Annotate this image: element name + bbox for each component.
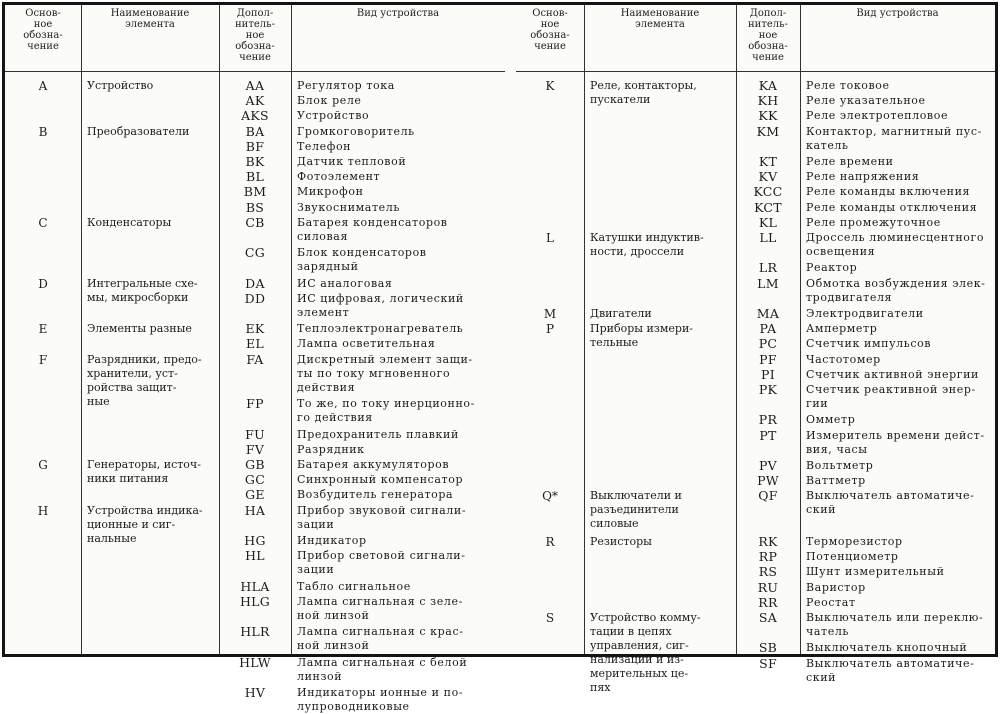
- cell-code: EK: [245, 321, 265, 337]
- cell-code: PT: [759, 427, 777, 443]
- cell-desc: Табло сигнальное: [297, 579, 411, 593]
- column-divider: [81, 5, 82, 654]
- cell-letter: R: [545, 535, 555, 549]
- cell-name: Устройства индика- ционные и сиг- нальные: [87, 503, 203, 545]
- cell-letter: C: [38, 215, 48, 230]
- cell-code: KCT: [754, 199, 782, 215]
- cell-desc: Разрядник: [297, 442, 365, 456]
- cell-code: AKS: [241, 108, 269, 124]
- cell-desc: Микрофон: [297, 185, 364, 199]
- cell-desc: Блок конденсаторов зарядный: [297, 246, 427, 274]
- cell-letter: M: [543, 307, 557, 321]
- header-col4: Вид устройства: [356, 8, 440, 19]
- cell-desc: Дроссель люминесцентного освещения: [806, 231, 985, 258]
- cell-letter: G: [38, 458, 48, 472]
- cell-desc: Предохранитель плавкий: [297, 427, 459, 441]
- cell-name: Генераторы, источ- ники питания: [87, 458, 201, 485]
- cell-code: GE: [245, 487, 265, 503]
- cell-code: LL: [759, 230, 777, 245]
- cell-name: Приборы измери- тельные: [590, 322, 693, 350]
- cell-name: Двигатели: [590, 307, 652, 320]
- cell-desc: ИС цифровая, логический элемент: [297, 291, 464, 319]
- cell-desc: Реактор: [806, 261, 858, 275]
- cell-code: KA: [758, 78, 778, 93]
- cell-code: DA: [245, 275, 265, 291]
- cell-desc: Реле электротепловое: [806, 109, 949, 123]
- cell-code: SF: [759, 655, 777, 671]
- cell-desc: Датчик тепловой: [297, 155, 407, 168]
- cell-desc: Выключатель автоматиче- ский: [806, 489, 975, 517]
- cell-code: MA: [756, 306, 780, 321]
- cell-code: PI: [761, 366, 775, 382]
- cell-code: RP: [758, 549, 778, 565]
- cell-name: Выключатели и разъединители силовые: [590, 489, 682, 531]
- cell-desc: Амперметр: [806, 322, 878, 336]
- cell-code: BA: [245, 123, 265, 139]
- cell-desc: Ваттметр: [806, 474, 866, 488]
- cell-desc: Звукосниматель: [297, 200, 400, 214]
- cell-desc: Теплоэлектронагреватель: [297, 322, 464, 336]
- cell-code: BF: [245, 138, 265, 154]
- cell-letter: P: [545, 322, 555, 337]
- cell-desc: Возбудитель генератора: [297, 488, 454, 502]
- header-col3: Допол- нитель- ное обозна- чение: [748, 8, 788, 63]
- cell-letter: S: [545, 611, 555, 625]
- cell-desc: Варистор: [806, 580, 866, 594]
- cell-code: KT: [758, 154, 778, 169]
- cell-code: HLR: [240, 624, 270, 640]
- cell-code: HA: [244, 502, 266, 518]
- column-gap: [505, 5, 516, 654]
- cell-code: KH: [757, 93, 779, 109]
- header-divider: [5, 71, 505, 72]
- cell-code: AK: [245, 93, 265, 109]
- cell-code: RK: [758, 534, 778, 549]
- cell-desc: Измеритель времени дейст- вия, часы: [806, 428, 985, 456]
- cell-letter: H: [37, 503, 49, 518]
- cell-desc: Блок реле: [297, 94, 362, 108]
- cell-code: FU: [245, 426, 265, 442]
- cell-desc: Контактор, магнитный пус- катель: [806, 124, 982, 152]
- cell-letter: K: [545, 79, 555, 93]
- cell-code: AA: [245, 78, 265, 93]
- cell-desc: Индикатор: [297, 534, 367, 547]
- header-col3: Допол- нитель- ное обозна- чение: [235, 8, 275, 63]
- cell-desc: Телефон: [297, 139, 352, 153]
- cell-code: PR: [758, 412, 778, 428]
- cell-desc: Батарея конденсаторов силовая: [297, 215, 448, 243]
- cell-desc: Электродвигатели: [806, 307, 924, 320]
- cell-desc: Реле указательное: [806, 94, 926, 108]
- header-col2: Наименование элемента: [110, 8, 190, 30]
- cell-desc: Реле токовое: [806, 79, 890, 92]
- cell-code: KCC: [753, 184, 783, 200]
- cell-desc: Индикаторы ионные и по- лупроводниковые: [297, 686, 464, 713]
- cell-desc: Регулятор тока: [297, 79, 395, 92]
- cell-name: Разрядники, предо- хранители, уст- ройства защит- ные: [87, 352, 202, 408]
- cell-code: BK: [245, 154, 265, 169]
- cell-code: HLW: [239, 654, 271, 670]
- cell-letter: B: [38, 124, 48, 139]
- cell-code: BL: [245, 169, 265, 185]
- cell-desc: Выключатель кнопочный: [806, 641, 968, 655]
- header-col4: Вид устройства: [856, 8, 939, 19]
- cell-desc: Прибор световой сигнали- зации: [297, 549, 466, 577]
- cell-desc: Реле команды включения: [806, 185, 971, 199]
- cell-letter: L: [546, 231, 554, 245]
- cell-code: SA: [758, 610, 778, 625]
- cell-desc: Прибор звуковой сигнали- зации: [297, 503, 467, 531]
- cell-desc: Реостат: [806, 595, 856, 609]
- cell-code: KV: [758, 169, 778, 185]
- cell-name: Интегральные схе- мы, микросборки: [87, 276, 198, 304]
- cell-desc: Лампа сигнальная с зеле- ной линзой: [297, 594, 463, 622]
- cell-code: PW: [757, 473, 779, 489]
- cell-code: GB: [245, 457, 265, 472]
- cell-desc: Синхронный компенсатор: [297, 473, 464, 487]
- cell-desc: Шунт измерительный: [806, 565, 945, 579]
- cell-name: Резисторы: [590, 535, 652, 548]
- cell-letter: D: [38, 276, 48, 291]
- cell-name: Конденсаторы: [87, 215, 172, 229]
- cell-code: HV: [244, 685, 266, 700]
- cell-desc: Омметр: [806, 413, 856, 427]
- cell-code: BM: [243, 184, 267, 200]
- cell-code: CB: [245, 214, 265, 230]
- cell-desc: Фотоэлемент: [297, 170, 381, 184]
- cell-desc: Терморезистор: [806, 535, 903, 548]
- table-frame: [2, 2, 998, 713]
- column-divider: [800, 5, 801, 654]
- cell-code: RS: [758, 564, 778, 580]
- cell-code: FV: [245, 441, 265, 457]
- cell-code: RU: [757, 579, 779, 595]
- cell-code: SB: [758, 640, 778, 656]
- cell-desc: Реле напряжения: [806, 170, 920, 184]
- cell-name: Катушки индуктив- ности, дроссели: [590, 231, 704, 258]
- cell-desc: Устройство: [297, 109, 370, 123]
- cell-desc: Батарея аккумуляторов: [297, 458, 450, 471]
- cell-code: KM: [756, 123, 780, 139]
- cell-code: RR: [758, 594, 778, 610]
- cell-desc: Потенциометр: [806, 550, 899, 564]
- cell-code: FP: [246, 396, 264, 412]
- cell-desc: Частотомер: [806, 352, 881, 366]
- cell-desc: Лампа сигнальная с белой линзой: [297, 655, 468, 683]
- cell-name: Устройство: [87, 79, 154, 92]
- cell-code: BS: [245, 199, 265, 215]
- cell-letter: E: [38, 322, 48, 337]
- cell-desc: Громкоговоритель: [297, 124, 415, 138]
- cell-letter: Q*: [542, 489, 558, 504]
- cell-code: FA: [246, 351, 264, 367]
- cell-code: LM: [757, 275, 779, 291]
- cell-code: KK: [758, 108, 778, 124]
- cell-code: QF: [758, 488, 778, 504]
- cell-code: CG: [244, 245, 266, 261]
- left-table: [5, 5, 505, 713]
- cell-desc: Дискретный элемент защи- ты по току мгновенного действия: [297, 352, 473, 394]
- cell-name: Элементы разные: [87, 322, 192, 336]
- cell-letter: F: [38, 352, 48, 367]
- cell-code: LR: [758, 260, 778, 276]
- cell-desc: Лампа осветительная: [297, 337, 436, 351]
- cell-desc: Обмотка возбуждения элек- тродвигателя: [806, 276, 986, 304]
- cell-code: HLG: [239, 593, 271, 609]
- cell-desc: Выключатель или переклю- чатель: [806, 611, 984, 638]
- column-divider: [291, 5, 292, 654]
- cell-desc: То же, по току инерционно- го действия: [297, 397, 475, 425]
- cell-name: Преобразователи: [87, 124, 190, 138]
- cell-desc: Счетчик импульсов: [806, 337, 932, 351]
- cell-name: Реле, контакторы, пускатели: [590, 79, 697, 106]
- cell-code: PC: [758, 336, 778, 352]
- cell-desc: ИС аналоговая: [297, 276, 393, 290]
- header-col1: Основ- ное обозна- чение: [530, 8, 570, 52]
- cell-desc: Выключатель автоматиче- ский: [806, 656, 975, 684]
- cell-code: PV: [758, 458, 778, 473]
- cell-desc: Вольтметр: [806, 459, 874, 472]
- cell-letter: A: [38, 79, 48, 93]
- cell-code: PA: [759, 321, 777, 337]
- cell-desc: Реле времени: [806, 155, 894, 168]
- header-col2: Наименование элемента: [620, 8, 700, 30]
- cell-code: EL: [245, 336, 265, 352]
- cell-code: HL: [245, 548, 265, 564]
- cell-code: DD: [244, 290, 266, 306]
- cell-code: PK: [758, 382, 778, 397]
- cell-desc: Реле команды отключения: [806, 200, 978, 214]
- header-col1: Основ- ное обозна- чение: [23, 8, 63, 52]
- cell-desc: Лампа сигнальная с крас- ной линзой: [297, 625, 464, 653]
- cell-code: KL: [758, 214, 778, 230]
- header-divider: [516, 71, 995, 72]
- cell-desc: Счетчик активной энергии: [806, 367, 979, 381]
- column-divider: [584, 5, 585, 654]
- cell-code: PF: [759, 351, 777, 367]
- cell-code: HLA: [240, 578, 270, 594]
- cell-desc: Реле промежуточное: [806, 215, 941, 229]
- cell-code: GC: [244, 472, 266, 488]
- cell-name: Устройство комму- тации в цепях управления, сиг- нализации и из- мерительных це- пях: [590, 611, 701, 694]
- cell-code: HG: [244, 533, 266, 548]
- right-table: [516, 5, 995, 694]
- cell-desc: Счетчик реактивной энер- гии: [806, 383, 976, 410]
